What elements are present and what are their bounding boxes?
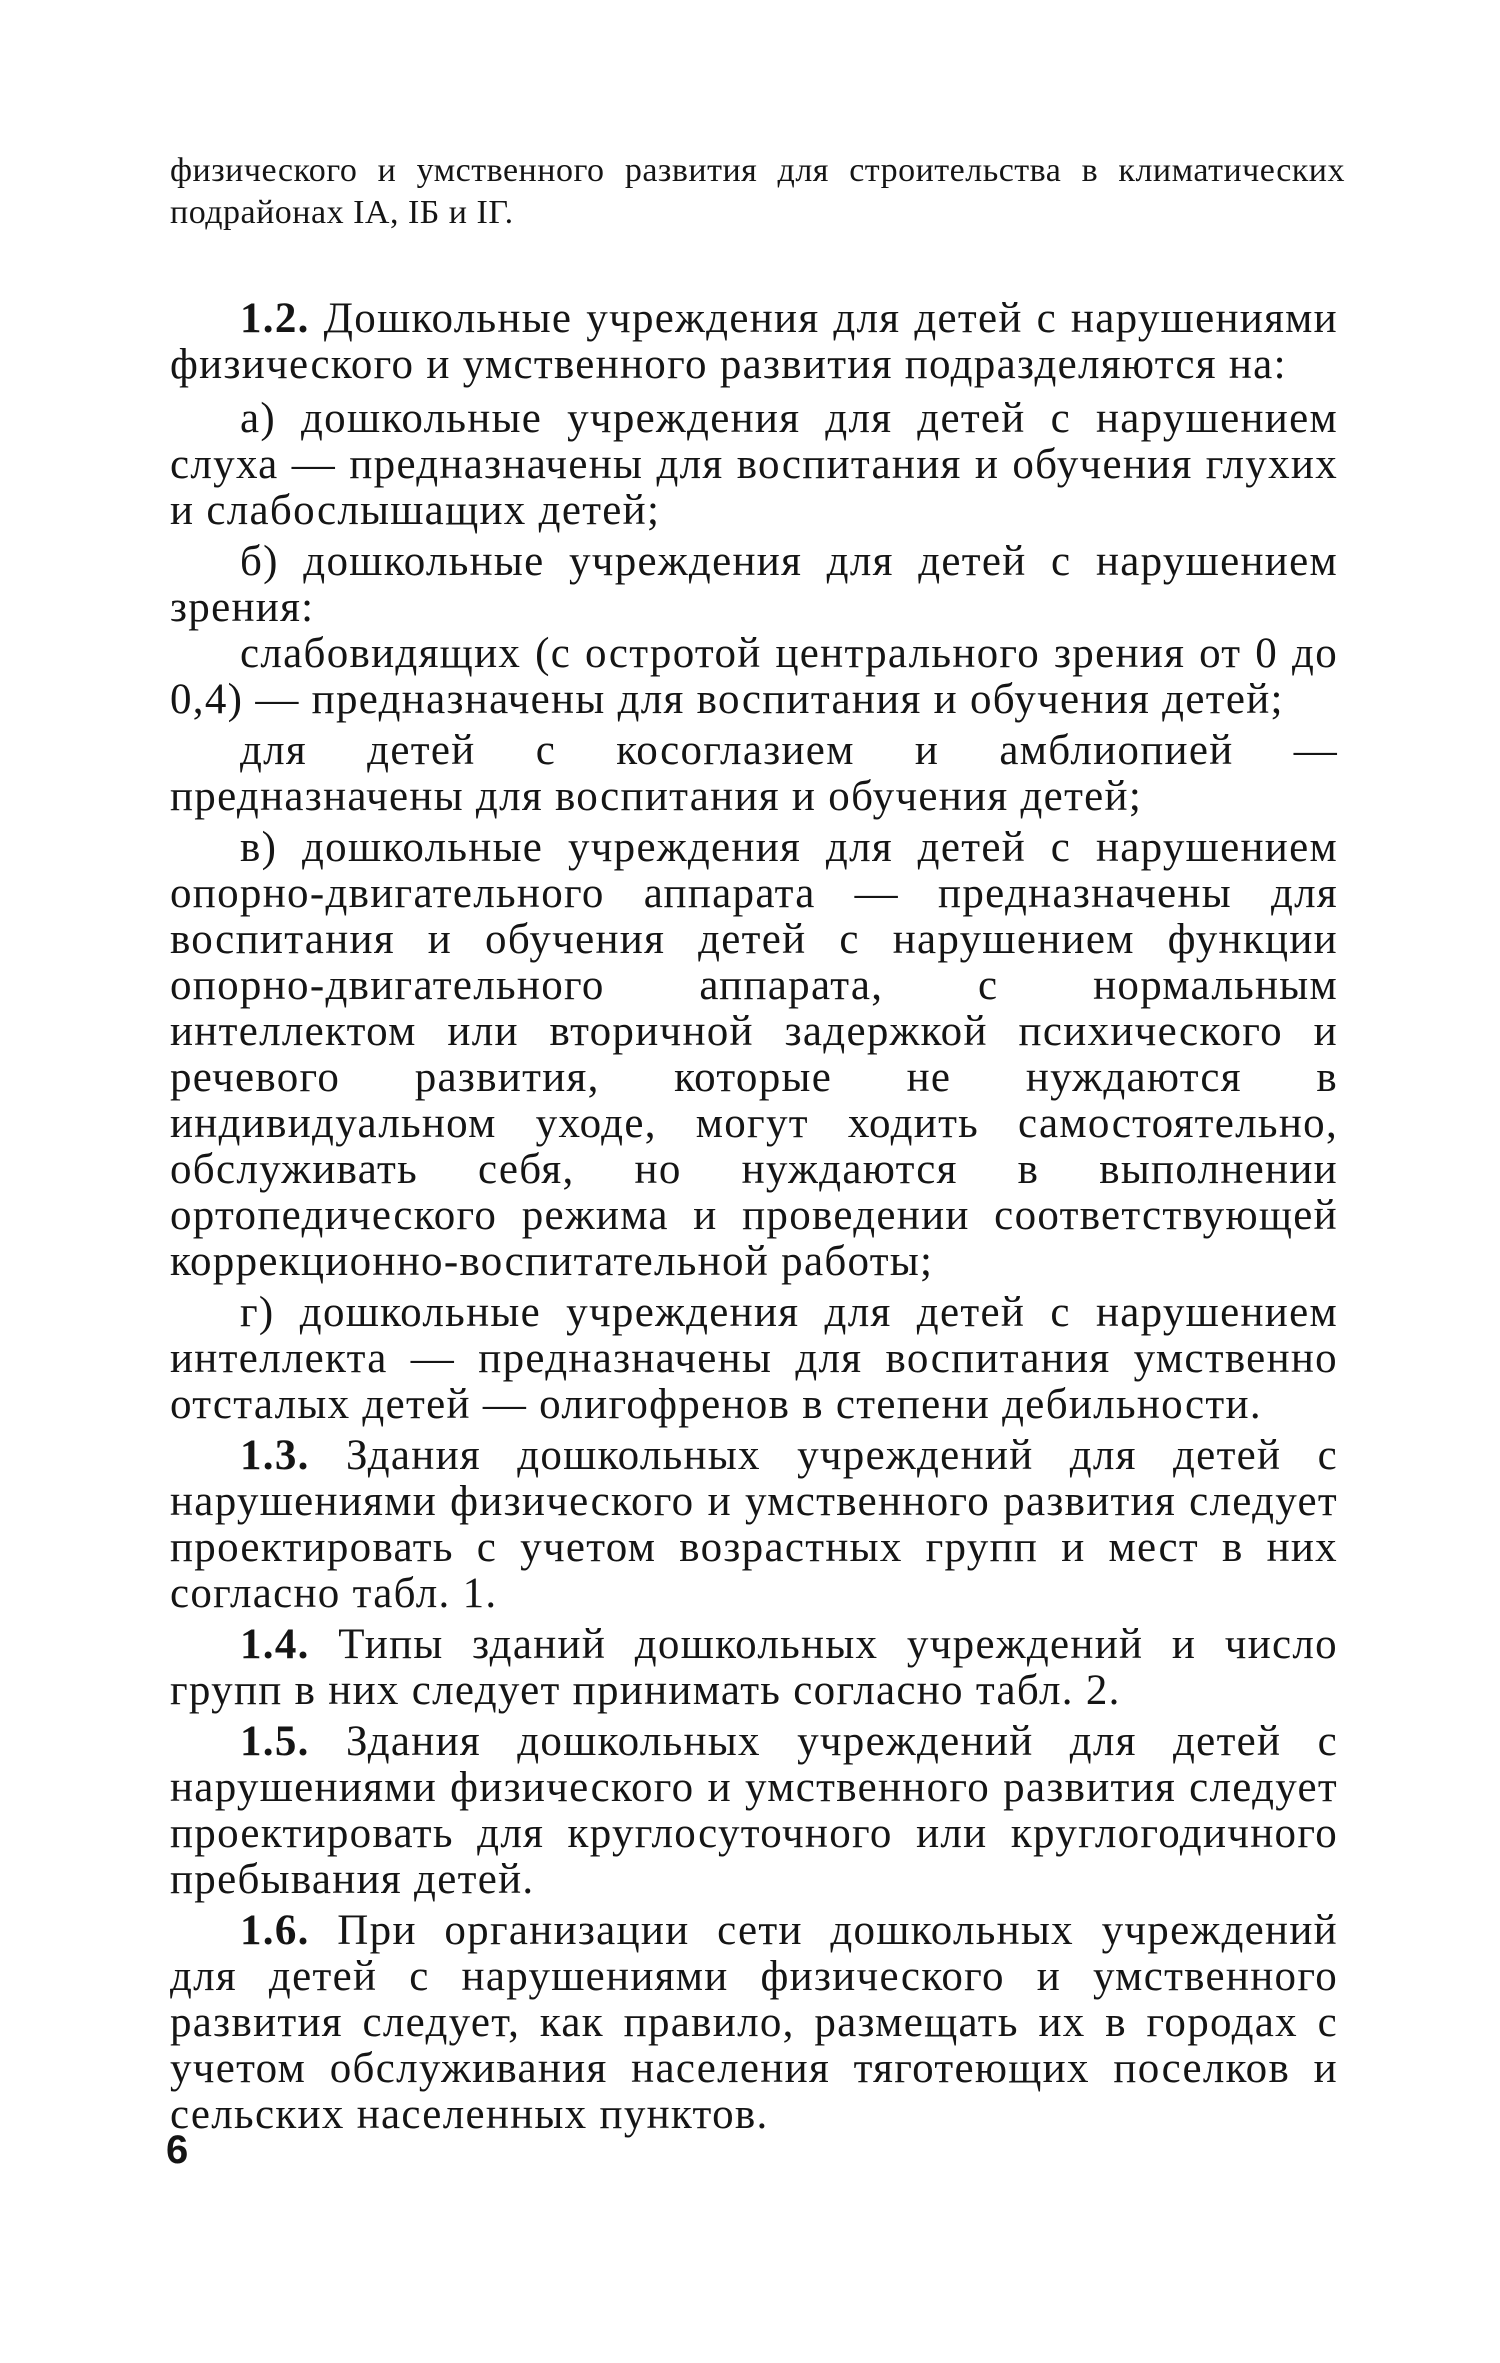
paragraph-text: для детей с косоглазием и амблиопией — предназначены для воспитания и обучения детей;	[170, 727, 1338, 820]
clause-number: 1.4.	[240, 1621, 310, 1668]
paragraph-1-3	[170, 1433, 1338, 1622]
paragraph-item-b	[170, 539, 1338, 631]
paragraph-text: Здания дошкольных учреждений для детей с нарушениями физического и умственного развития следует проектировать с учетом возрастных групп и мест в них согласно табл. 1.	[170, 1432, 1338, 1617]
clause-number: 1.6.	[240, 1907, 310, 1954]
paragraph-text: а) дошкольные учреждения для детей с нарушением слуха — предназначены для воспитания и обучения глухих и слабослышащих детей;	[170, 395, 1338, 534]
paragraph-strabismus	[170, 728, 1338, 825]
paragraph-low-vision	[170, 631, 1338, 728]
paragraph-item-v	[170, 825, 1338, 1290]
paragraph-text: Типы зданий дошкольных учреждений и число групп в них следует принимать согласно табл. 2.	[170, 1621, 1338, 1714]
clause-number: 1.3.	[240, 1432, 310, 1479]
carryover-text: физического и умственного развития для строительства в климатических подрайонах IА, IБ и IГ.	[170, 152, 1345, 231]
paragraph-text: При организации сети дошкольных учреждений для детей с нарушениями физического и умственного развития следует, как правило, размещать их в городах с учетом обслуживания населения тяготеющих поселков и сельских населенных пунктов.	[170, 1907, 1338, 2138]
paragraph-1-5	[170, 1719, 1338, 1908]
paragraph-text: слабовидящих (с остротой центрального зрения от 0 до 0,4) — предназначены для воспитания и обучения детей;	[170, 630, 1338, 723]
paragraph-text: в) дошкольные учреждения для детей с нарушением опорно-двигательного аппарата — предназначены для воспитания и обучения детей с нарушением функции опорно-двигательного аппарата, с нормальным интеллектом или вторичной задержкой психического и речевого развития, которые не нуждаются в индивидуальном уходе, могут ходить самостоятельно, обслуживать себя, но нуждаются в выполнении ортопедического режима и проведении соответствующей коррекционно-воспитательной работы;	[170, 824, 1338, 1285]
clause-number: 1.5.	[240, 1718, 310, 1765]
paragraph-text: Здания дошкольных учреждений для детей с нарушениями физического и умственного развития следует проектировать для круглосуточного или круглогодичного пребывания детей.	[170, 1718, 1338, 1903]
paragraph-1-4	[170, 1622, 1338, 1719]
paragraph-1-6	[170, 1908, 1338, 2143]
paragraph-text: Дошкольные учреждения для детей с нарушениями физического и умственного развития подразделяются на:	[170, 295, 1338, 388]
clause-number: 1.2.	[240, 295, 310, 342]
paragraph-item-a	[170, 396, 1338, 539]
page-number: 6	[166, 2128, 189, 2172]
paragraph-1-2	[170, 296, 1338, 396]
paragraph-text: г) дошкольные учреждения для детей с нарушением интеллекта — предназначены для воспитания умственно отсталых детей — олигофренов в степени дебильности.	[170, 1289, 1338, 1428]
body-text	[170, 296, 1338, 2143]
paragraph-item-g	[170, 1290, 1338, 1433]
paragraph-text: б) дошкольные учреждения для детей с нарушением зрения:	[170, 538, 1338, 631]
